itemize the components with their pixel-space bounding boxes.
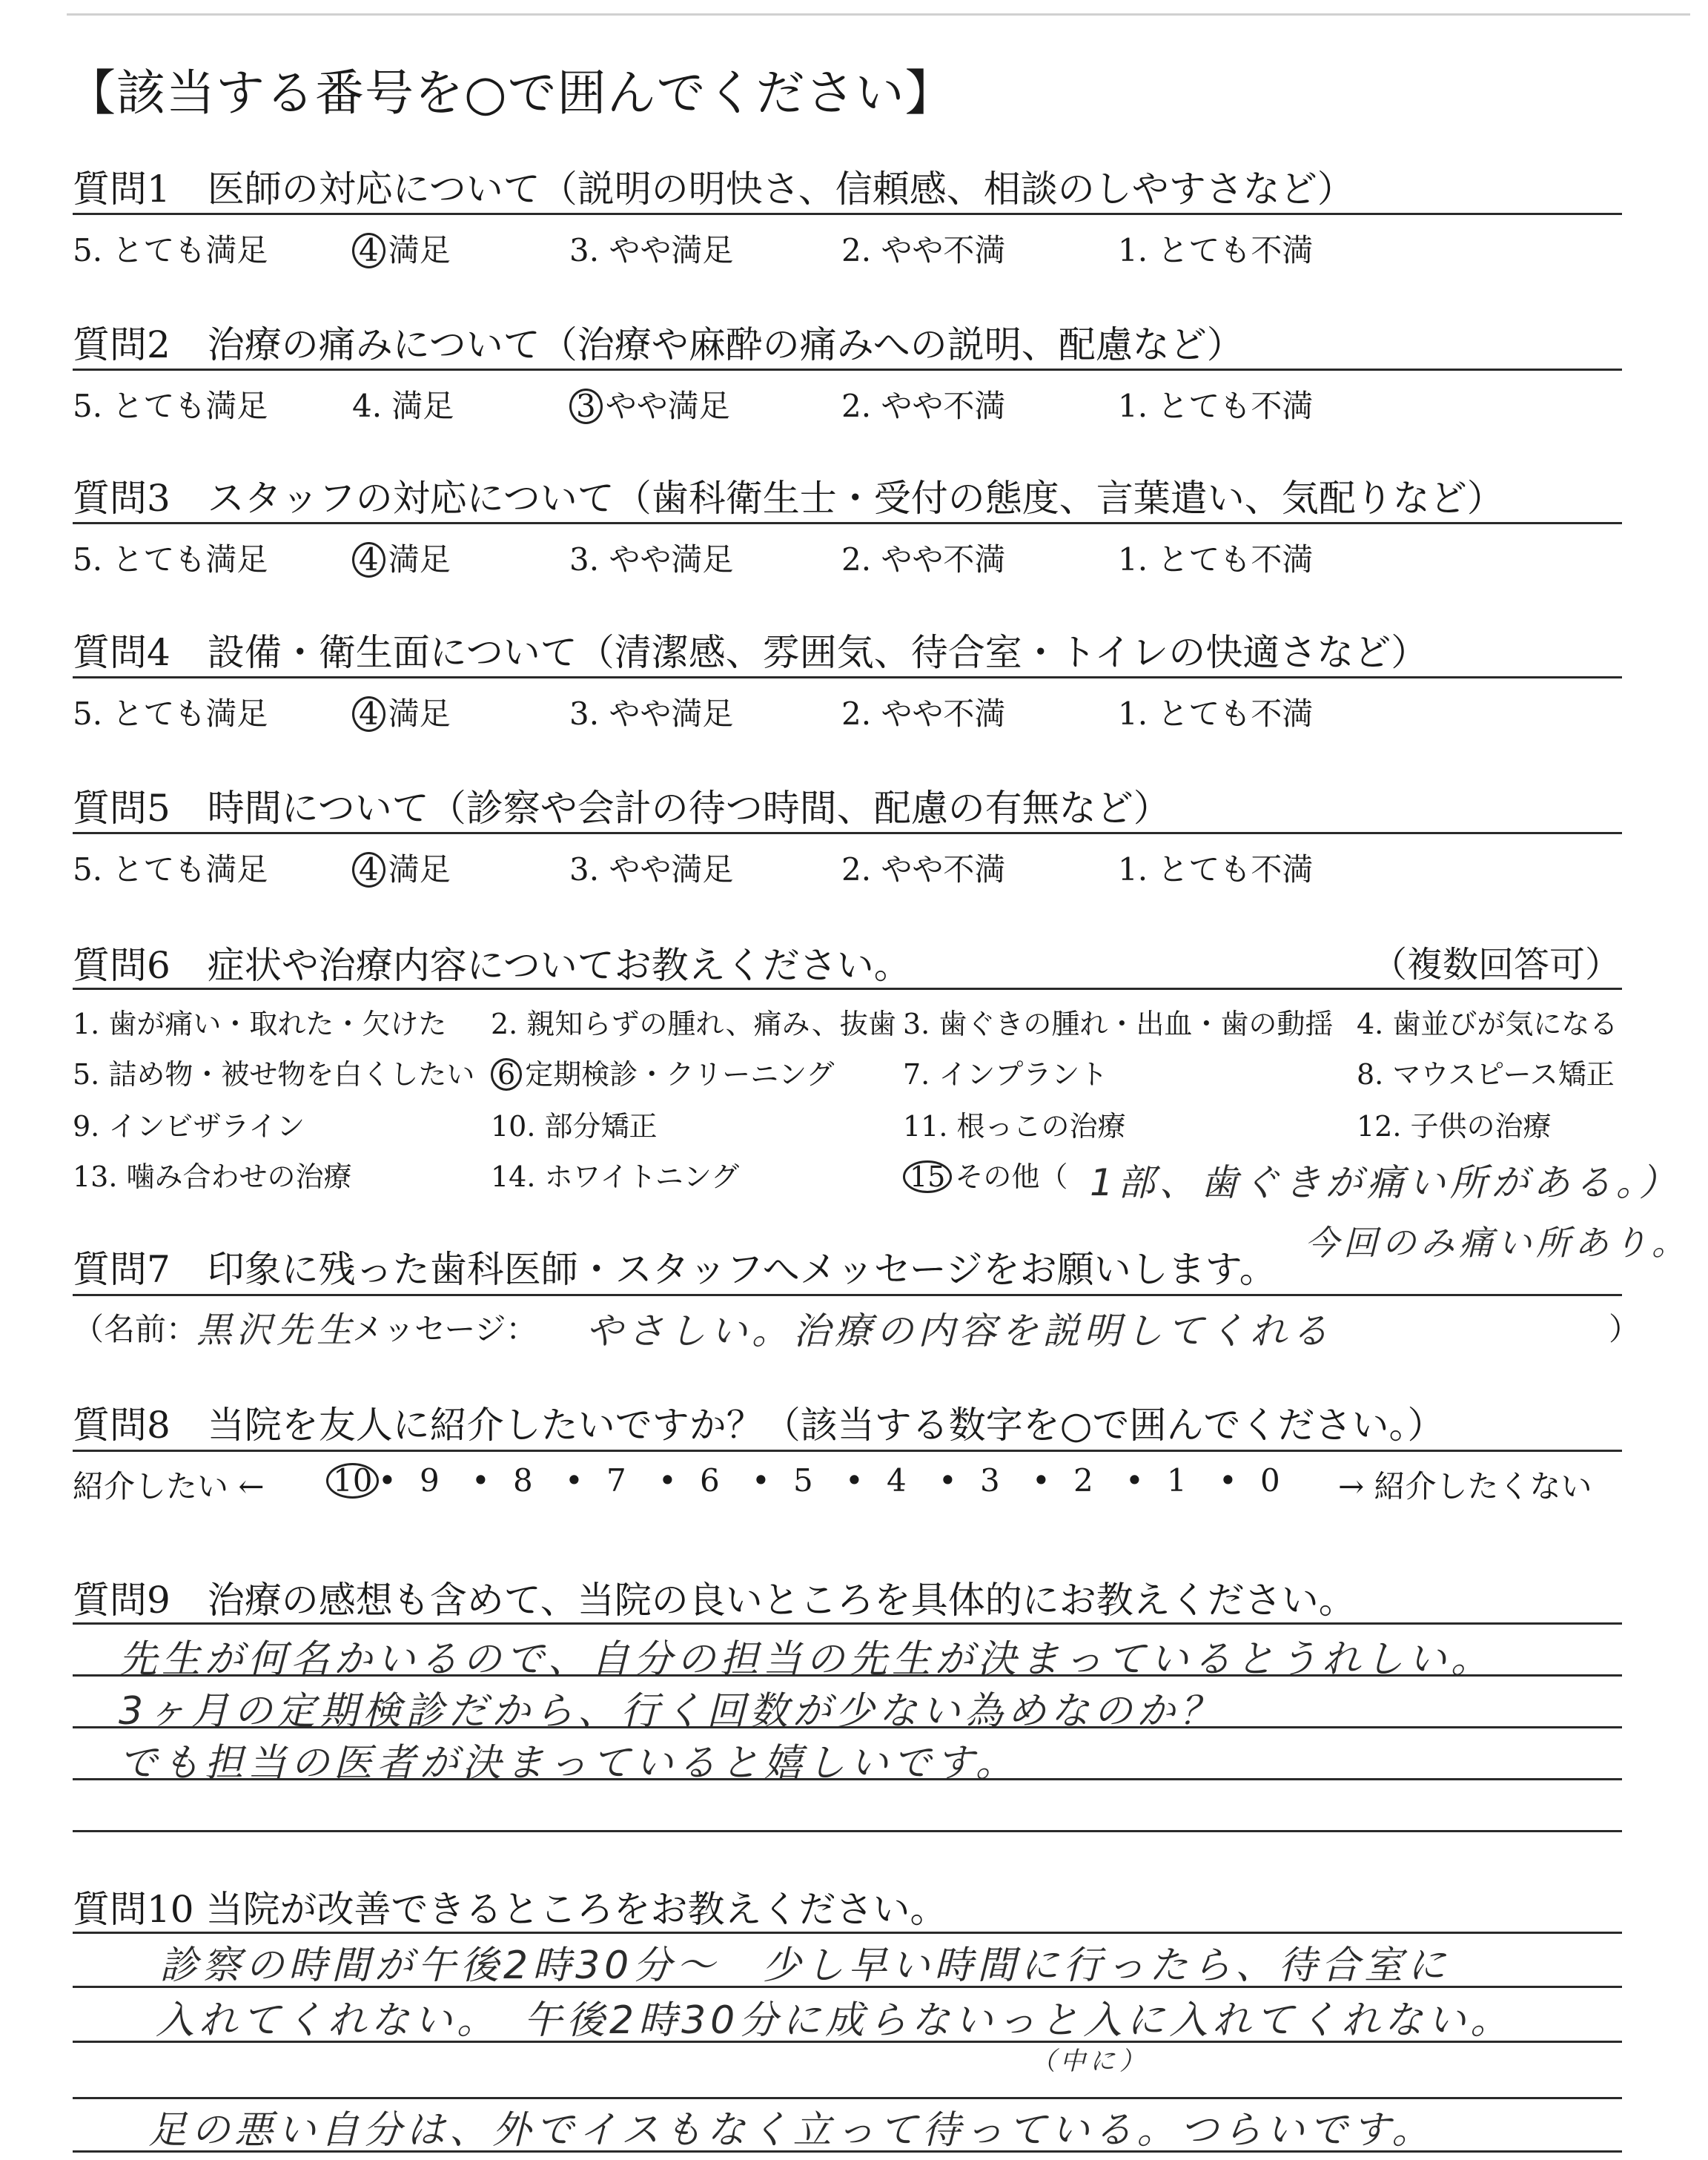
q8-scale-separator: • [845, 1462, 864, 1499]
selected-circle: 6 [491, 1058, 522, 1091]
q8-scale-value[interactable]: 5 [793, 1462, 813, 1499]
q9-line-3: でも担当の医者が決まっていると嬉しいです。 [119, 1741, 1019, 1786]
q3-option[interactable]: 3. やや満足 [569, 541, 734, 578]
q6-option[interactable]: 10. 部分矯正 [491, 1110, 658, 1143]
q6-multi-note: （複数回答可） [1371, 944, 1621, 985]
q6-option[interactable]: 4. 歯並びが気になる [1357, 1008, 1618, 1040]
q8-scale-separator: • [565, 1462, 583, 1499]
selected-circle: 3 [569, 389, 603, 424]
q6-option[interactable]: 3. 歯ぐきの腫れ・出血・歯の動揺 [903, 1008, 1334, 1040]
q2-option[interactable]: 3 やや満足 [569, 382, 730, 426]
q9-rule-5 [73, 1830, 1622, 1832]
q2-option[interactable]: 2. やや不満 [841, 388, 1006, 424]
q6-other-handwritten-2: 今回のみ痛い所あり。 [1305, 1223, 1690, 1263]
q6-other-handwritten: 1部、歯ぐきが痛い所がある。） [1090, 1161, 1681, 1204]
q6-option[interactable]: 6 定期検診・クリーニング [491, 1051, 834, 1092]
q7-name-label: （名前： [73, 1311, 198, 1347]
q4-rule [73, 676, 1622, 678]
selected-circle: 4 [352, 233, 385, 268]
q3-title: 質問3 スタッフの対応について（歯科衛生士・受付の態度、言葉遣い、気配りなど） [73, 477, 1504, 520]
q9-line-1: 先生が何名かいるので、自分の担当の先生が決まっているとうれしい。 [119, 1637, 1494, 1682]
q8-right-label: → 紹介したくない [1338, 1468, 1592, 1505]
q6-option[interactable]: 7. インプラント [903, 1058, 1108, 1091]
q6-option[interactable]: 12. 子供の治療 [1357, 1110, 1552, 1143]
q8-scale-value[interactable]: 0 [1260, 1462, 1280, 1499]
q8-scale-value[interactable]: 9 [420, 1462, 440, 1499]
selected-circle: 4 [352, 852, 385, 888]
top-border [67, 13, 1690, 16]
q5-option[interactable]: 5. とても満足 [73, 851, 268, 888]
q6-option[interactable]: 2. 親知らずの腫れ、痛み、抜歯 [491, 1008, 896, 1040]
q10-line-4: 足の悪い自分は、外でイスもなく立って待っている。つらいです。 [148, 2108, 1435, 2153]
selected-circle: 4 [352, 696, 385, 732]
q7-title: 質問7 印象に残った歯科医師・スタッフへメッセージをお願いします。 [73, 1248, 1277, 1291]
q10-line-1: 診察の時間が午後2時30分〜 少し早い時間に行ったら、待合室に [159, 1943, 1451, 1988]
q4-option[interactable]: 1. とても不満 [1118, 696, 1314, 732]
selected-circle: 4 [352, 542, 385, 578]
q8-scale-separator: • [1219, 1462, 1237, 1499]
q8-scale-value[interactable]: 7 [606, 1462, 626, 1499]
q7-rule [73, 1294, 1622, 1296]
q5-option[interactable]: 3. やや満足 [569, 851, 734, 888]
q2-option[interactable]: 5. とても満足 [73, 388, 268, 424]
q8-scale-value[interactable]: 8 [513, 1462, 533, 1499]
q7-name-value: 黒沢先生 [196, 1309, 357, 1351]
q10-line-3: （中に） [1030, 2047, 1149, 2076]
q8-scale-separator: • [939, 1462, 957, 1499]
q5-rule [73, 832, 1622, 834]
q10-line-2: 入れてくれない。 午後2時30分に成らないっと入に入れてくれない。 [156, 1998, 1514, 2043]
q1-option[interactable]: 5. とても満足 [73, 232, 268, 268]
selected-circle: 10 [326, 1463, 379, 1499]
q8-scale-value[interactable] [326, 1462, 382, 1499]
q8-scale-separator: • [471, 1462, 490, 1499]
q5-option[interactable]: 4 満足 [352, 845, 451, 890]
q5-option[interactable]: 2. やや不満 [841, 851, 1006, 888]
q8-left-label: 紹介したい ← [73, 1468, 265, 1505]
q6-option[interactable]: 1. 歯が痛い・取れた・欠けた [73, 1008, 447, 1040]
q6-option[interactable]: 8. マウスピース矯正 [1357, 1058, 1615, 1091]
q4-option[interactable]: 5. とても満足 [73, 696, 268, 732]
q1-option[interactable]: 2. やや不満 [841, 232, 1006, 268]
q8-scale-value[interactable]: 2 [1073, 1462, 1093, 1499]
q1-option[interactable]: 4 満足 [352, 226, 451, 271]
q6-rule [73, 988, 1622, 990]
q8-scale-separator: • [1032, 1462, 1050, 1499]
q1-option[interactable]: 3. やや満足 [569, 232, 734, 268]
q8-scale-value[interactable]: 6 [700, 1462, 720, 1499]
q4-option[interactable]: 2. やや不満 [841, 696, 1006, 732]
q4-title: 質問4 設備・衛生面について（清潔感、雰囲気、待合室・トイレの快適さなど） [73, 631, 1429, 674]
q9-title: 質問9 治療の感想も含めて、当院の良いところを具体的にお教えください。 [73, 1579, 1356, 1622]
q4-option[interactable]: 3. やや満足 [569, 696, 734, 732]
q5-option[interactable]: 1. とても不満 [1118, 851, 1314, 888]
q8-scale-value[interactable]: 4 [887, 1462, 907, 1499]
q2-title: 質問2 治療の痛みについて（治療や麻酔の痛みへの説明、配慮など） [73, 323, 1244, 366]
q1-option[interactable]: 1. とても不満 [1118, 232, 1314, 268]
q6-option[interactable]: 11. 根っこの治療 [903, 1110, 1126, 1143]
q10-title: 質問10 当院が改善できるところをお教えください。 [73, 1888, 947, 1931]
q6-option[interactable]: 9. インビザライン [73, 1110, 305, 1143]
q8-scale-separator: • [378, 1462, 397, 1499]
q8-scale-separator: • [1125, 1462, 1144, 1499]
q7-message-label: メッセージ： [352, 1311, 537, 1347]
q8-scale-separator: • [752, 1462, 770, 1499]
q6-title: 質問6 症状や治療内容についてお教えください。 [73, 944, 911, 987]
q3-rule [73, 522, 1622, 524]
q3-option[interactable]: 5. とても満足 [73, 541, 268, 578]
q3-option[interactable]: 4 満足 [352, 535, 451, 580]
q8-scale-separator: • [658, 1462, 677, 1499]
q2-rule [73, 369, 1622, 371]
q2-option[interactable]: 1. とても不満 [1118, 388, 1314, 424]
q3-option[interactable]: 2. やや不満 [841, 541, 1006, 578]
q6-option[interactable]: 15 その他（ [903, 1154, 1068, 1195]
selected-circle: 15 [903, 1160, 952, 1193]
q7-close-paren: ） [1609, 1311, 1641, 1347]
q6-option[interactable]: 14. ホワイトニング [491, 1160, 740, 1193]
q8-scale-value[interactable]: 3 [980, 1462, 1000, 1499]
q8-title: 質問8 当院を友人に紹介したいですか？（該当する数字を○で囲んでください。） [73, 1404, 1445, 1447]
q1-title: 質問1 医師の対応について（説明の明快さ、信頼感、相談のしやすさなど） [73, 168, 1354, 211]
q5-title: 質問5 時間について（診察や会計の待つ時間、配慮の有無など） [73, 787, 1171, 830]
q1-rule [73, 213, 1622, 215]
q3-option[interactable]: 1. とても不満 [1118, 541, 1314, 578]
q6-option[interactable]: 5. 詰め物・被せ物を白くしたい [73, 1058, 475, 1091]
form-header: 【該当する番号を○で囲んでください】 [67, 65, 955, 122]
q2-option[interactable]: 4. 満足 [352, 388, 454, 424]
q7-message-value: やさしい。治療の内容を説明してくれる [586, 1309, 1333, 1353]
q9-rule-1 [73, 1622, 1622, 1625]
q8-scale-value[interactable]: 1 [1167, 1462, 1187, 1499]
q8-rule [73, 1450, 1622, 1452]
q6-option[interactable]: 13. 噛み合わせの治療 [73, 1160, 352, 1193]
q9-line-2: 3ヶ月の定期検診だから、行く回数が少ない為めなのか？ [119, 1689, 1223, 1734]
q4-option[interactable]: 4 満足 [352, 690, 451, 734]
